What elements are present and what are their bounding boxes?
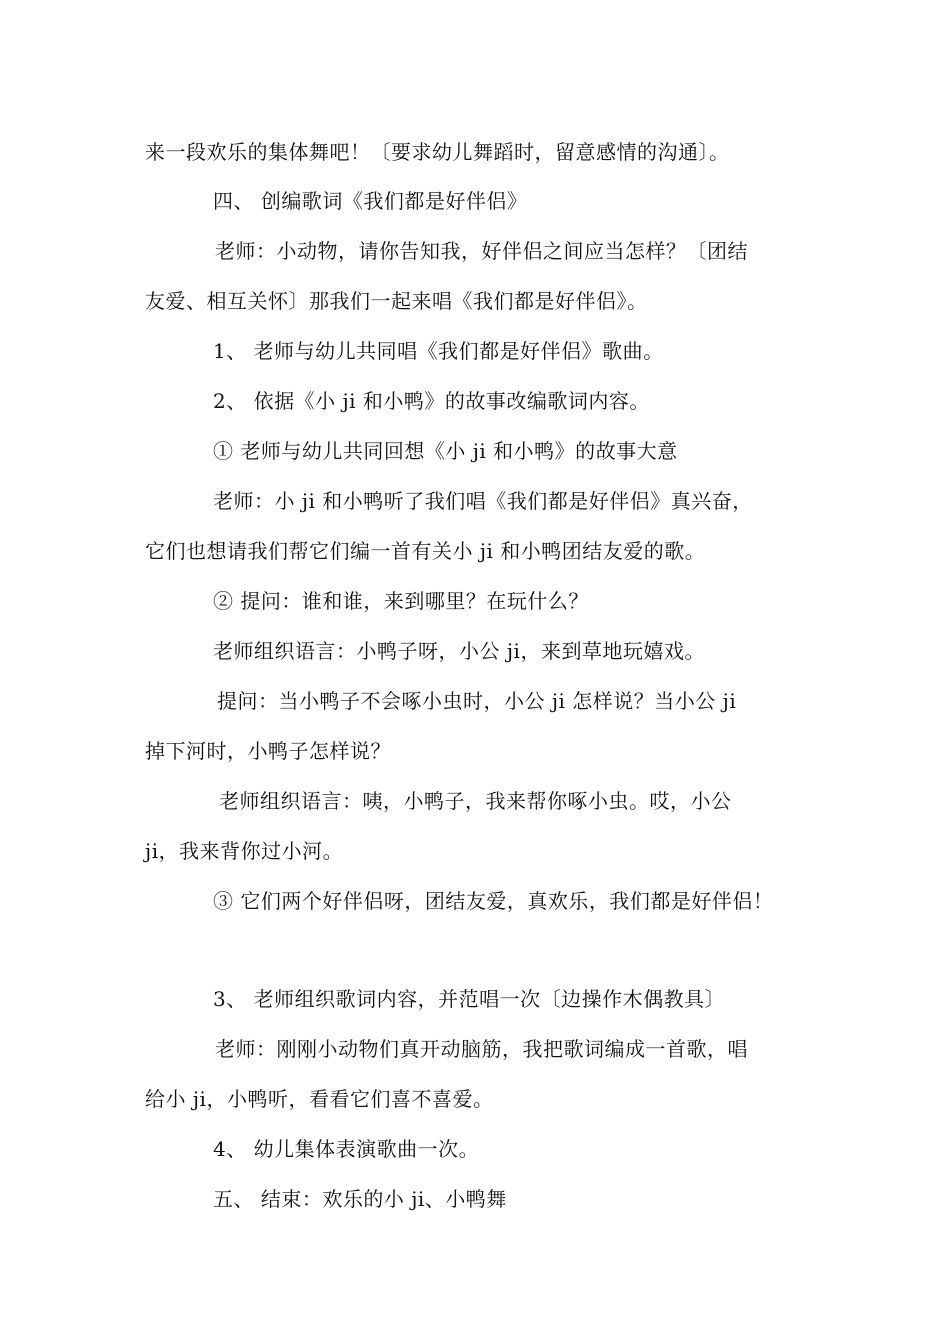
list-item: ③ 它们两个好伴侣呀，团结友爱，真欢乐，我们都是好伴侣！ [213, 889, 774, 913]
section-heading: 五、 结束：欢乐的小 ji、小鸭舞 [213, 1187, 507, 1211]
text-line: 老师：小动物，请你告知我，好伴侣之间应当怎样？〔团结 [215, 239, 748, 263]
list-item: 3、 老师组织歌词内容，并范唱一次〔边操作木偶教具〕 [213, 987, 726, 1011]
list-item: ① 老师与幼儿共同回想《小 ji 和小鸭》的故事大意 [213, 439, 678, 463]
text-line: 它们也想请我们帮它们编一首有关小 ji 和小鸭团结友爱的歌。 [145, 539, 706, 563]
text-line: 老师：刚刚小动物们真开动脑筋，我把歌词编成一首歌，唱 [215, 1037, 748, 1061]
text-line: 提问：当小鸭子不会啄小虫时，小公 ji 怎样说？当小公 ji [217, 689, 737, 713]
list-item: 2、 依据《小 ji 和小鸭》的故事改编歌词内容。 [213, 389, 650, 413]
text-line: 友爱、相互关怀〕那我们一起来唱《我们都是好伴侣》。 [145, 289, 648, 313]
text-line: 老师组织语言：小鸭子呀，小公 ji，来到草地玩嬉戏。 [213, 639, 705, 663]
list-item: ② 提问：谁和谁，来到哪里？在玩什么？ [213, 589, 589, 613]
text-line: 老师组织语言：咦，小鸭子，我来帮你啄小虫。哎，小公 [219, 789, 732, 813]
list-item: 1、 老师与幼儿共同唱《我们都是好伴侣》歌曲。 [213, 339, 664, 363]
text-line: ji，我来背你过小河。 [145, 839, 344, 863]
section-heading: 四、 创编歌词《我们都是好伴侣》 [213, 189, 528, 213]
text-line: 给小 ji，小鸭听，看看它们喜不喜爱。 [145, 1087, 494, 1111]
text-line: 来一段欢乐的集体舞吧！〔要求幼儿舞蹈时，留意感情的沟通〕。 [145, 140, 730, 164]
text-line: 掉下河时，小鸭子怎样说？ [145, 739, 391, 763]
text-line: 老师：小 ji 和小鸭听了我们唱《我们都是好伴侣》真兴奋， [213, 489, 753, 513]
list-item: 4、 幼儿集体表演歌曲一次。 [213, 1137, 480, 1161]
